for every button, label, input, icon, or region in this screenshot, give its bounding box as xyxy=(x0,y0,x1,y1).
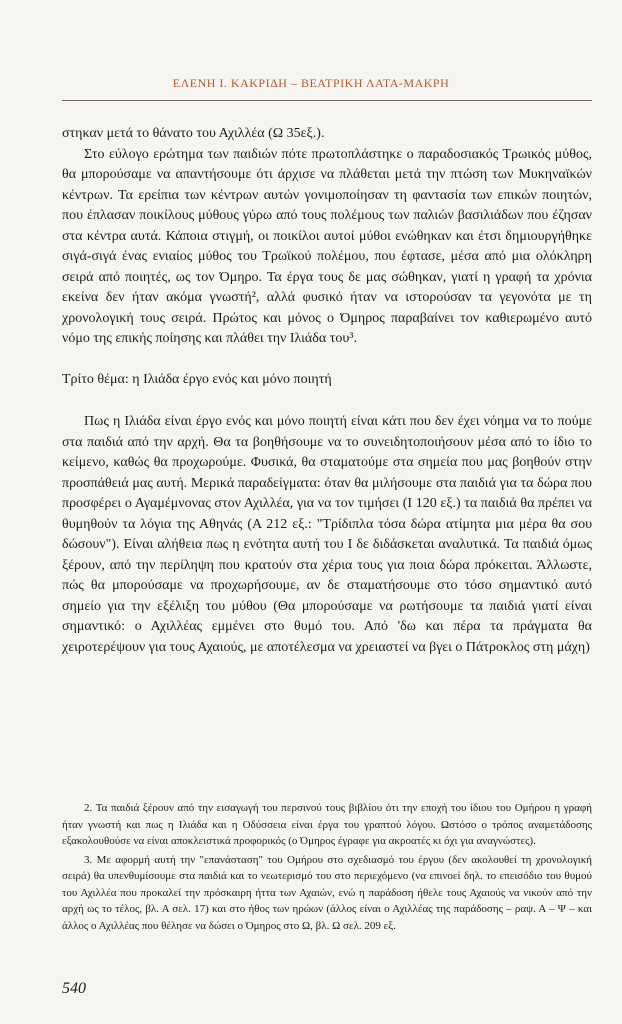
footnotes xyxy=(62,800,592,936)
paragraph: Στο εύλογο ερώτημα των παιδιών πότε πρωτοπλάστηκε ο παραδοσιακός Τρωικός μύθος, θα μπορούσαμε να απαντήσουμε ότι άρχισε να πλάθεται μετά την πτώση των Μυκηναϊκών κέντρων. Τα ερείπια των κέντρων αυτών γονιμοποίησαν τη φαντασία των επικών ποιητών, που έπλασαν ποικίλους μύθους γύρω από τους πολέμους των παλιών βασιλιάδων που έζησαν στα κέντρα αυτά. Κάποια στιγμή, οι ποικίλοι αυτοί μύθοι ενώθηκαν και έτσι δημιουργήθηκε σιγά-σιγά ένας ενιαίος μύθος του Τρωϊκού πολέμου, που έφτασε, μέσα από μια ολόκληρη σειρά από ποιητές, ως τον Όμηρο. Τα έργα τους δε μας σώθηκαν, γιατί η γραφή τα χρόνια εκείνα δεν ήταν ακόμα γνωστή², αλλά φυσικό ήταν να ιστορούσαν τα γεγονότα με τη χρονολογική τους σειρά. Πρώτος και μόνος ο Όμηρος παραβαίνει τον καθιερωμένο αυτό νόμο της επικής ποίησης και πλάθει την Ιλιάδα του³. xyxy=(62,146,592,346)
main-text xyxy=(62,124,592,658)
paragraph: Πως η Ιλιάδα είναι έργο ενός και μόνο ποιητή είναι κάτι που δεν έχει νόημα να το πούμε στα παιδιά από την αρχή. Θα τα βοηθήσουμε να το συνειδητοποιήσουν μέσα από το ίδιο το κείμενο, καθώς θα προχωρούμε. Φυσικά, θα σταματούμε στα σημεία που μας βοηθούν στην προσπάθειά μας αυτή. Μερικά παραδείγματα: όταν θα μιλήσουμε στα παιδιά για τα δώρα που προσφέρει ο Αγαμέμνονας στον Αχιλλέα, για να τον τιμήσει (Ι 120 εξ.) τα παιδιά θα πρέπει να θυμηθούν τα λόγια της Αθηνάς (Α 212 εξ.: "Τρίδιπλα τόσα δώρα ατίμητα μια μέρα θα σου δώσουν"). Είναι αλήθεια πως η ενότητα αυτή του Ι δε διδάσκεται αναλυτικά. Τα παιδιά όμως ξέρουν, από την περίληψη που κρατούν στα χέρια τους για ποια δώρα πρόκειται. Άλλωστε, πώς θα μπορούσαμε να προχωρήσουμε, αν δε σταματήσουμε στο τόσο σημαντικό αυτό σημείο για την εξέλιξη του μύθου (Θα μπορούσαμε να ρωτήσουμε τα παιδιά γιατί είναι σημαντικό: ο Αχιλλέας εμμένει στο θυμό του. Από 'δω και πέρα τα πράγματα θα χειροτερέψουν για τους Αχαιούς, με αποτέλεσμα να χρειαστεί να βγει ο Πάτροκλος στη μάχη) xyxy=(62,414,592,655)
footnote-3: 3. Με αφορμή αυτή την "επανάσταση" του Ομήρου στο σχεδιασμό του έργου (δεν ακολουθεί τη χρονολογική σειρά) θα υπενθυμίσουμε στα παιδιά και το νεωτερισμό του στο περιεχόμενο (να επινοεί δηλ. το επεισόδιο του θυμού του Αχιλλέα που προκαλεί την πρόσκαιρη ήττα των Αχαιών, ενώ η παράδοση ήθελε τους Αχαιούς να νικούν από την αρχή ως το τέλος, βλ. Α σελ. 17) και στο ήθος των ηρώων (άλλος είναι ο Αχιλλέας της παράδοσης – ραψ. Α – Ψ – και άλλος ο Αχιλλέας που θέλησε να δώσει ο Όμηρος στο Ω, βλ. Ω σελ. 209 εξ. xyxy=(62,853,592,932)
footnote-2: 2. Τα παιδιά ξέρουν από την εισαγωγή του περσινού τους βιβλίου ότι την εποχή του ίδιου του Ομήρου η γραφή ήταν γνωστή και πως η Ιλιάδα και η Οδύσσεια είναι έργα του γραπτού λόγου. Ωστόσο ο τρόπος αναμετάδοσης εξακολουθούσε να είναι αποκλειστικά προφορικός (ο Όμηρος έγραφε για ακροατές κι όχι για αναγνώστες). xyxy=(62,802,592,847)
running-head: ΕΛΕΝΗ Ι. ΚΑΚΡΙΔΗ – ΒΕΑΤΡΙΚΗ ΛΑΤΑ-ΜΑΚΡΗ xyxy=(172,76,450,90)
page-number: 540 xyxy=(62,980,86,997)
paragraph-continuation: στηκαν μετά το θάνατο του Αχιλλέα (Ω 35εξ.). xyxy=(62,126,325,141)
section-heading: Τρίτο θέμα: η Ιλιάδα έργο ενός και μόνο ποιητή xyxy=(62,371,332,387)
header-rule xyxy=(62,100,592,101)
